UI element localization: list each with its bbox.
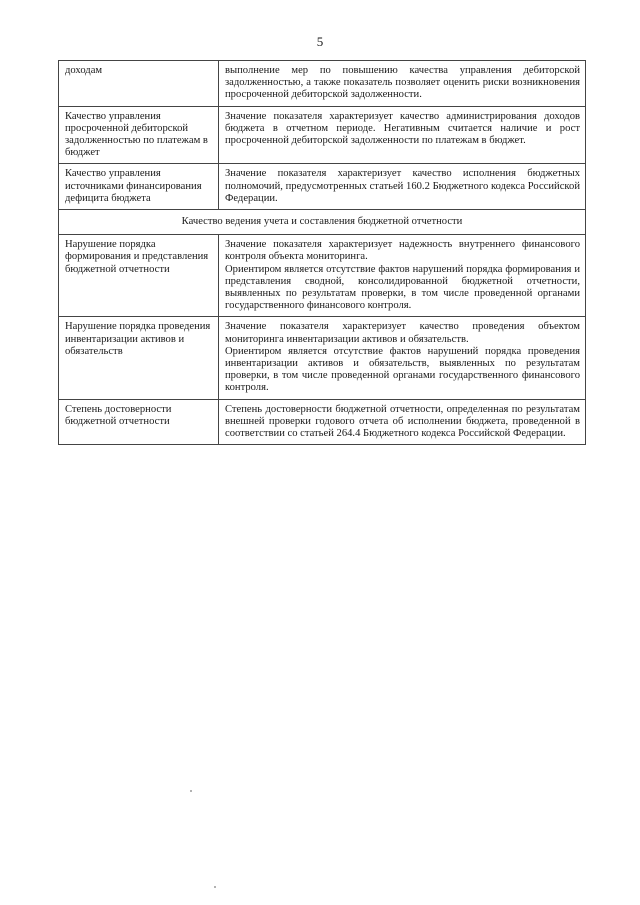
indicator-name: Качество управления источниками финансирования дефицита бюджета	[59, 164, 219, 210]
table-row	[59, 235, 586, 317]
description-paragraph: Ориентиром является отсутствие фактов нарушений порядка формирования и представления сводной, консолидированной бюджетной отчетности, выявленных по результатам проверки, в том числе проведенной органами государственного финансового контроля.	[225, 263, 580, 312]
table-row	[59, 61, 586, 107]
table-row	[59, 164, 586, 210]
indicator-description	[219, 399, 586, 445]
description-paragraph: Значение показателя характеризует качество проведения объектом мониторинга инвентаризации активов и обязательств.	[225, 321, 580, 345]
indicator-description	[219, 235, 586, 317]
description-paragraph: Степень достоверности бюджетной отчетности, определенная по результатам внешней проверки годового отчета об исполнении бюджета, проведенной в соответствии со статьей 264.4 Бюджетного кодекса Российской Федерации.	[225, 403, 580, 440]
indicator-name: Нарушение порядка проведения инвентаризации активов и обязательств	[59, 317, 219, 399]
table-row	[59, 399, 586, 445]
indicator-name: Степень достоверности бюджетной отчетности	[59, 399, 219, 445]
indicators-table	[58, 60, 586, 445]
table-row	[59, 317, 586, 399]
section-title: Качество ведения учета и составления бюджетной отчетности	[59, 210, 586, 235]
page-number: 5	[316, 34, 324, 49]
table-row	[59, 106, 586, 164]
indicator-name: Нарушение порядка формирования и представления бюджетной отчетности	[59, 235, 219, 317]
description-paragraph: выполнение мер по повышению качества управления дебиторской задолженностью, а также показатель позволяет оценить риски возникновения просроченной дебиторской задолженности.	[225, 65, 580, 101]
indicator-description	[219, 106, 586, 164]
section-header-row	[59, 210, 586, 235]
scan-speck	[190, 790, 192, 792]
description-paragraph: Ориентиром является отсутствие фактов нарушений порядка проведения инвентаризации активов и обязательств, выявленных по результатам проверки, в том числе проведенной органами государственного финансового контроля.	[225, 345, 580, 394]
description-paragraph: Значение показателя характеризует качество администрирования доходов бюджета в отчетном периоде. Негативным считается наличие и рост просроченной дебиторской задолженности по платежам в бюджет.	[225, 110, 580, 147]
indicator-description	[219, 61, 586, 107]
indicator-name: Качество управления просроченной дебиторской задолженностью по платежам в бюджет	[59, 106, 219, 164]
scan-speck	[214, 886, 216, 888]
description-paragraph: Значение показателя характеризует надежность внутреннего финансового контроля объекта мониторинга.	[225, 239, 580, 263]
indicator-description	[219, 317, 586, 399]
indicator-name: доходам	[59, 61, 219, 107]
description-paragraph: Значение показателя характеризует качество исполнения бюджетных полномочий, предусмотренных статьей 160.2 Бюджетного кодекса Российской Федерации.	[225, 168, 580, 204]
indicator-description	[219, 164, 586, 210]
